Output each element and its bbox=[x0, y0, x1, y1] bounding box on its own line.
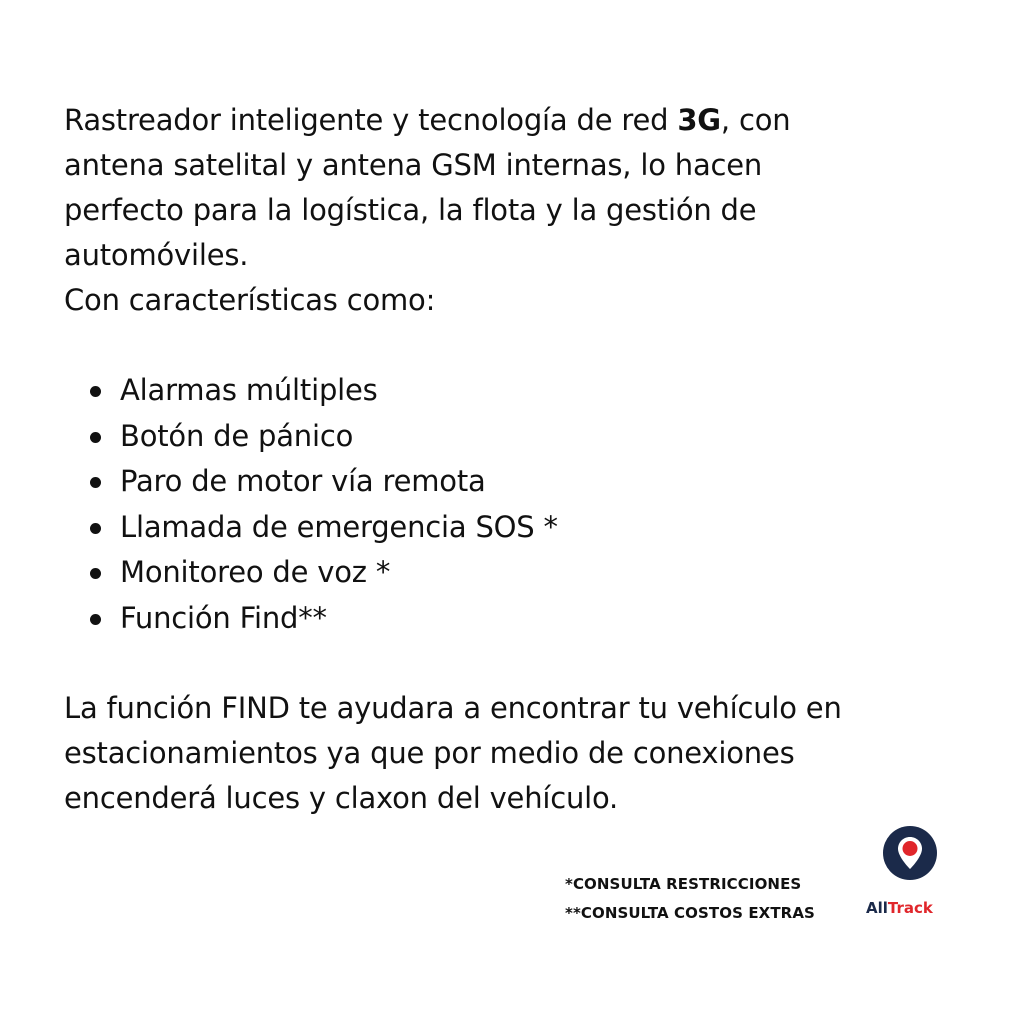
brand-badge bbox=[883, 826, 937, 880]
feature-label: Paro de motor vía remota bbox=[120, 464, 486, 498]
bullet-icon bbox=[90, 568, 101, 579]
find-note-line-3: encenderá luces y claxon del vehículo. bbox=[64, 781, 619, 815]
features-list bbox=[64, 368, 964, 641]
intro-line-2: antena satelital y antena GSM internas, lo hacen bbox=[64, 148, 763, 182]
feature-label: Monitoreo de voz * bbox=[120, 555, 391, 589]
intro-text-start: Rastreador inteligente y tecnología de red bbox=[64, 103, 678, 137]
intro-text-end: , con bbox=[720, 103, 791, 137]
intro-line-3: perfecto para la logística, la flota y la gestión de bbox=[64, 193, 757, 227]
brand-name-track: Track bbox=[887, 899, 933, 917]
brand-name-all: All bbox=[866, 899, 888, 917]
find-function-note bbox=[64, 686, 964, 821]
feature-label: Alarmas múltiples bbox=[120, 373, 378, 407]
list-item bbox=[64, 368, 964, 414]
list-item bbox=[64, 459, 964, 505]
network-3g: 3G bbox=[677, 103, 721, 137]
feature-label: Llamada de emergencia SOS * bbox=[120, 509, 558, 544]
restrictions-disclaimer: *CONSULTA RESTRICCIONES bbox=[565, 875, 802, 893]
extra-costs-disclaimer: **CONSULTA COSTOS EXTRAS bbox=[565, 904, 815, 922]
bullet-icon bbox=[90, 386, 101, 397]
bullet-icon bbox=[90, 432, 101, 443]
bullet-icon bbox=[90, 477, 101, 488]
list-item bbox=[64, 414, 964, 460]
list-item bbox=[64, 505, 964, 551]
find-note-line-2: estacionamientos ya que por medio de conexiones bbox=[64, 736, 795, 770]
bullet-icon bbox=[90, 523, 101, 534]
features-heading: Con características como: bbox=[64, 283, 436, 317]
list-item bbox=[64, 550, 964, 596]
feature-label: Función Find** bbox=[120, 600, 327, 635]
disclaimers bbox=[565, 870, 815, 928]
location-pin-icon bbox=[897, 836, 923, 870]
brand-name bbox=[866, 899, 933, 917]
intro-paragraph bbox=[64, 98, 964, 323]
main-content bbox=[64, 98, 964, 821]
list-item bbox=[64, 596, 964, 642]
feature-label: Botón de pánico bbox=[120, 418, 354, 453]
find-note-line-1: La función FIND te ayudara a encontrar tu vehículo en bbox=[64, 691, 842, 725]
intro-line-4: automóviles. bbox=[64, 238, 249, 272]
bullet-icon bbox=[90, 614, 101, 625]
alltrack-logo bbox=[862, 826, 948, 926]
